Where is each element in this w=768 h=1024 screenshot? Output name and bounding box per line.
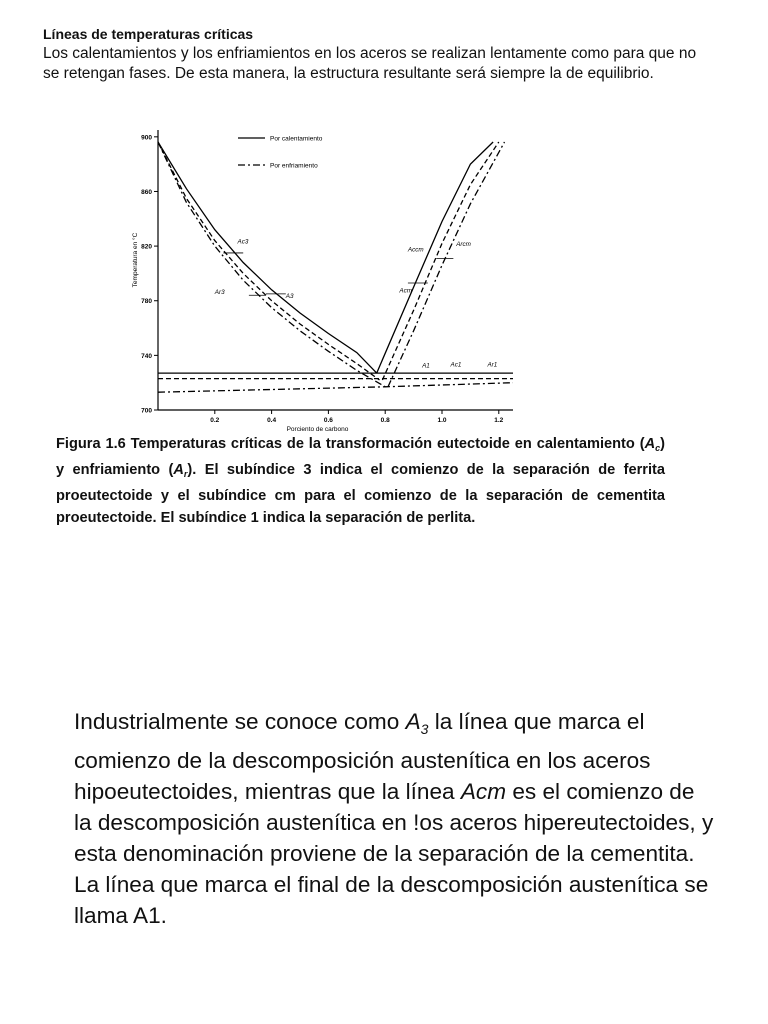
annotation-a1: A1 (422, 362, 430, 370)
x-tick-label: 0.2 (210, 417, 220, 424)
y-tick-label: 900 (141, 134, 152, 142)
body-paragraph-3: llama A1. (74, 903, 167, 928)
chart-legend (238, 136, 323, 170)
x-tick-label: 0.6 (323, 417, 333, 424)
x-tick-label: 0.8 (380, 417, 390, 424)
y-tick-label: 820 (141, 243, 152, 251)
annotation-ac3: Ac3 (237, 238, 249, 246)
chart-annotations (214, 238, 497, 369)
legend-label: Por enfriamiento (270, 162, 318, 170)
annotation-arcm: Arcm (456, 241, 471, 249)
critical-temperature-chart (125, 120, 525, 435)
y-tick-label: 860 (141, 188, 152, 196)
body-text (74, 706, 714, 931)
y-tick-label: 700 (141, 407, 152, 415)
body-paragraph-1: Industrialmente se conoce como $A_3$ la línea que marca el comienzo de la descomposición austenítica en los aceros hipoeutectoides, mientras que la línea Acm es el comienzo de la descomposición austenítica en !os aceros hipereutectoides, y esta denominación proviene de la separación de la cementita. (74, 709, 714, 866)
x-axis-label: Porciento de carbono (286, 426, 349, 433)
series-ar3-dashed- (158, 142, 380, 380)
annotation-ar3: Ar3 (214, 288, 225, 296)
legend-label: Por calentamiento (270, 135, 323, 143)
intro-paragraph: Los calentamientos y los enfriamientos en los aceros se realizan lentamente como para que no se retengan fases. De esta manera, la estructura resultante será siempre la de equilibrio. (43, 45, 697, 82)
figure-caption: Figura 1.6 Temperaturas críticas de la transformación eutectoide en calentamiento $(A_c)$ y enfriamiento $(A_r)$. El subíndice 3 indica el comienzo de la separación de ferrita proeutectoide y el subíndice cm para el comienzo de la separación de cementita proeutectoide. El subíndice 1 indica la separación de perlita. (56, 436, 665, 526)
annotation-a3: A3 (285, 293, 294, 300)
series-ac3 (158, 142, 377, 373)
x-tick-label: 0.4 (267, 417, 277, 424)
chart-axes (131, 130, 513, 433)
x-tick-label: 1.0 (437, 417, 447, 424)
series-accm (377, 142, 493, 373)
series-ar1 (158, 383, 513, 393)
chart-series (158, 142, 513, 392)
series-acm (382, 142, 498, 380)
y-axis-label: Temperatura en °C (132, 232, 139, 288)
annotation-accm: Accm (407, 246, 424, 254)
y-tick-label: 780 (141, 298, 152, 306)
annotation-acm: Acm (399, 287, 412, 295)
x-tick-label: 1.2 (494, 417, 504, 424)
y-tick-label: 740 (141, 352, 152, 360)
series-arcm (388, 142, 505, 387)
annotation-ac1: Ac1 (450, 361, 462, 369)
body-paragraph-2: La línea que marca el final de la descomposición austenítica se (74, 872, 709, 897)
series-ar3 (158, 142, 385, 387)
annotation-ar1: Ar1 (487, 361, 498, 369)
section-heading: Líneas de temperaturas críticas (43, 26, 254, 42)
